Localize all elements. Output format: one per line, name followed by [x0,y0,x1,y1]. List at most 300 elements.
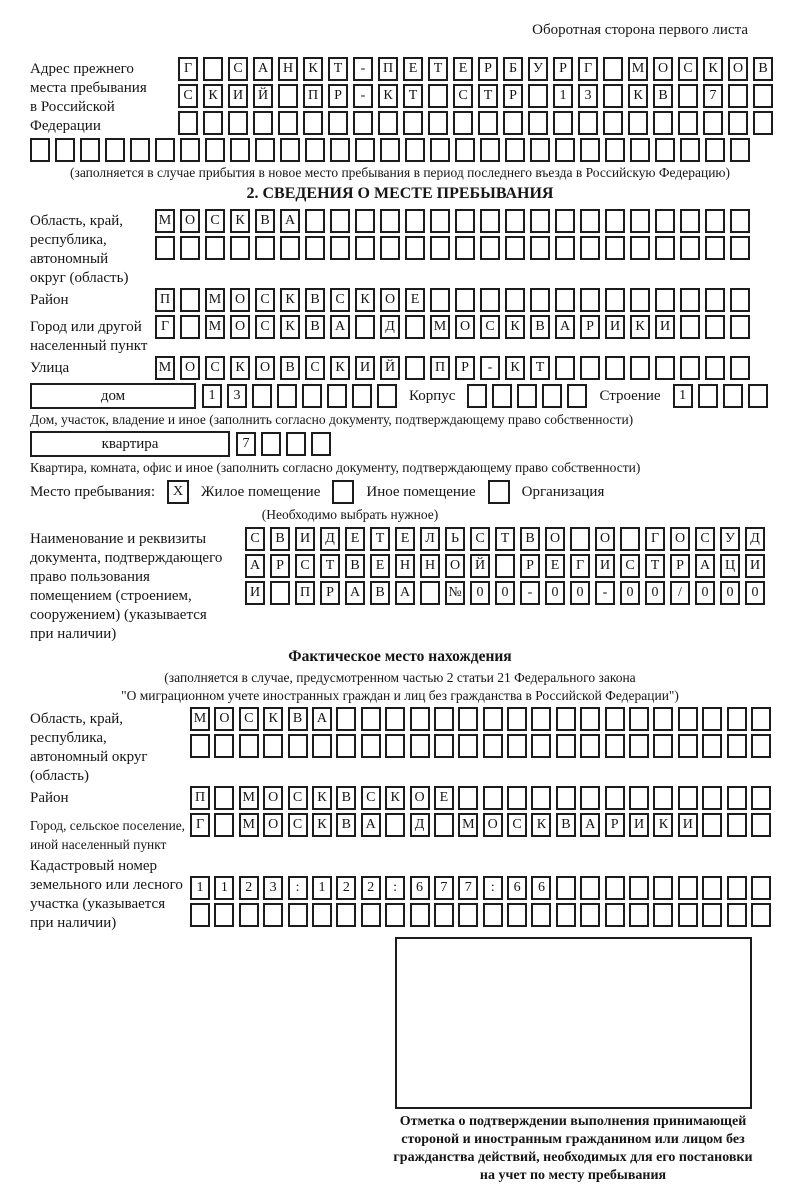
char-box[interactable] [630,236,650,260]
char-box[interactable]: Д [410,813,430,837]
char-box[interactable] [753,84,773,108]
char-box[interactable]: 2 [336,876,356,900]
char-box[interactable] [278,111,298,135]
char-box[interactable] [555,138,575,162]
char-box[interactable]: М [205,315,225,339]
char-box[interactable] [480,288,500,312]
char-box[interactable] [302,384,322,408]
char-box[interactable]: Г [178,57,198,81]
char-box[interactable]: О [214,707,234,731]
char-box[interactable] [278,84,298,108]
char-box[interactable]: А [245,554,265,578]
char-box[interactable] [630,138,650,162]
char-box[interactable]: П [190,786,210,810]
char-box[interactable]: В [270,527,290,551]
char-box[interactable] [380,209,400,233]
char-box[interactable] [751,734,771,758]
char-box[interactable] [702,903,722,927]
char-box[interactable] [403,111,423,135]
char-box[interactable] [630,209,650,233]
char-box[interactable]: О [180,209,200,233]
char-box[interactable] [503,111,523,135]
char-box[interactable] [727,903,747,927]
char-box[interactable] [353,111,373,135]
char-box[interactable] [288,734,308,758]
char-box[interactable] [629,876,649,900]
char-box[interactable] [507,734,527,758]
char-box[interactable] [705,138,725,162]
char-box[interactable] [556,734,576,758]
char-box[interactable]: Й [253,84,273,108]
char-box[interactable]: 1 [190,876,210,900]
char-box[interactable] [385,903,405,927]
char-box[interactable]: Н [278,57,298,81]
char-box[interactable] [680,288,700,312]
char-box[interactable] [702,876,722,900]
char-box[interactable] [214,734,234,758]
char-box[interactable] [629,707,649,731]
char-box[interactable] [680,236,700,260]
char-box[interactable] [453,111,473,135]
char-box[interactable] [531,734,551,758]
char-box[interactable]: П [295,581,315,605]
char-box[interactable] [155,138,175,162]
char-box[interactable]: М [155,209,175,233]
char-box[interactable] [555,236,575,260]
char-box[interactable]: О [728,57,748,81]
char-box[interactable] [530,236,550,260]
char-box[interactable]: 1 [673,384,693,408]
char-box[interactable]: В [753,57,773,81]
char-box[interactable]: А [695,554,715,578]
char-box[interactable]: Д [320,527,340,551]
char-box[interactable] [655,236,675,260]
char-box[interactable] [330,138,350,162]
char-box[interactable] [655,138,675,162]
char-box[interactable]: 1 [202,384,222,408]
char-box[interactable] [605,707,625,731]
char-box[interactable] [30,138,50,162]
char-box[interactable]: 7 [458,876,478,900]
char-box[interactable]: А [312,707,332,731]
char-box[interactable]: А [330,315,350,339]
char-box[interactable] [280,138,300,162]
char-box[interactable] [180,138,200,162]
char-box[interactable]: И [605,315,625,339]
char-box[interactable] [730,236,750,260]
char-box[interactable]: 3 [578,84,598,108]
char-box[interactable] [214,813,234,837]
char-box[interactable]: С [470,527,490,551]
char-box[interactable] [480,209,500,233]
char-box[interactable]: К [505,315,525,339]
char-box[interactable]: - [353,84,373,108]
char-box[interactable] [458,903,478,927]
char-box[interactable] [580,876,600,900]
char-box[interactable] [705,209,725,233]
char-box[interactable] [530,288,550,312]
char-box[interactable]: К [280,315,300,339]
char-box[interactable] [580,356,600,380]
char-box[interactable] [580,707,600,731]
residence-other-checkbox[interactable] [332,480,354,504]
char-box[interactable] [702,813,722,837]
char-box[interactable] [277,384,297,408]
char-box[interactable] [312,903,332,927]
char-box[interactable] [653,707,673,731]
char-box[interactable] [336,734,356,758]
char-box[interactable] [605,209,625,233]
char-box[interactable] [255,138,275,162]
char-box[interactable] [430,236,450,260]
char-box[interactable] [578,111,598,135]
char-box[interactable] [629,786,649,810]
char-box[interactable] [653,903,673,927]
char-box[interactable] [507,903,527,927]
char-box[interactable] [305,209,325,233]
char-box[interactable] [130,138,150,162]
char-box[interactable] [455,138,475,162]
char-box[interactable] [728,84,748,108]
char-box[interactable] [303,111,323,135]
char-box[interactable]: 7 [236,432,256,456]
char-box[interactable] [678,111,698,135]
char-box[interactable]: Т [403,84,423,108]
char-box[interactable] [570,527,590,551]
char-box[interactable]: С [678,57,698,81]
char-box[interactable] [605,903,625,927]
char-box[interactable] [80,138,100,162]
char-box[interactable] [678,786,698,810]
char-box[interactable]: Г [645,527,665,551]
char-box[interactable]: 0 [745,581,765,605]
char-box[interactable]: О [380,288,400,312]
char-box[interactable] [214,786,234,810]
char-box[interactable]: Т [328,57,348,81]
char-box[interactable]: Д [745,527,765,551]
char-box[interactable] [355,315,375,339]
char-box[interactable]: П [430,356,450,380]
char-box[interactable] [483,734,503,758]
char-box[interactable]: Р [455,356,475,380]
char-box[interactable] [203,57,223,81]
char-box[interactable] [178,111,198,135]
char-box[interactable] [603,111,623,135]
char-box[interactable]: Н [420,554,440,578]
char-box[interactable]: Е [453,57,473,81]
char-box[interactable] [723,384,743,408]
char-box[interactable] [478,111,498,135]
char-box[interactable]: 2 [239,876,259,900]
char-box[interactable] [678,876,698,900]
char-box[interactable] [205,138,225,162]
char-box[interactable] [410,707,430,731]
char-box[interactable] [680,209,700,233]
char-box[interactable]: В [280,356,300,380]
char-box[interactable] [705,236,725,260]
char-box[interactable]: 0 [470,581,490,605]
char-box[interactable] [655,209,675,233]
char-box[interactable] [730,315,750,339]
char-box[interactable]: Р [320,581,340,605]
char-box[interactable] [605,288,625,312]
char-box[interactable]: А [580,813,600,837]
char-box[interactable]: К [230,209,250,233]
char-box[interactable] [385,813,405,837]
char-box[interactable]: П [155,288,175,312]
char-box[interactable]: М [155,356,175,380]
char-box[interactable]: 0 [570,581,590,605]
char-box[interactable] [620,527,640,551]
char-box[interactable] [505,209,525,233]
char-box[interactable]: А [395,581,415,605]
char-box[interactable] [480,236,500,260]
char-box[interactable] [530,138,550,162]
char-box[interactable]: П [303,84,323,108]
char-box[interactable]: К [312,786,332,810]
char-box[interactable]: Г [578,57,598,81]
char-box[interactable] [751,786,771,810]
char-box[interactable] [629,734,649,758]
char-box[interactable] [678,903,698,927]
char-box[interactable]: 0 [495,581,515,605]
char-box[interactable]: Т [428,57,448,81]
char-box[interactable]: О [263,786,283,810]
char-box[interactable] [361,903,381,927]
char-box[interactable]: С [288,786,308,810]
char-box[interactable] [730,138,750,162]
char-box[interactable]: К [385,786,405,810]
char-box[interactable]: Ь [445,527,465,551]
char-box[interactable]: М [458,813,478,837]
char-box[interactable] [507,707,527,731]
char-box[interactable] [727,786,747,810]
char-box[interactable] [505,288,525,312]
char-box[interactable]: П [378,57,398,81]
char-box[interactable]: 1 [553,84,573,108]
char-box[interactable]: В [556,813,576,837]
char-box[interactable] [730,356,750,380]
char-box[interactable] [603,57,623,81]
char-box[interactable]: В [653,84,673,108]
char-box[interactable]: К [203,84,223,108]
char-box[interactable]: Т [370,527,390,551]
char-box[interactable]: К [505,356,525,380]
char-box[interactable] [580,138,600,162]
char-box[interactable]: К [630,315,650,339]
char-box[interactable]: В [345,554,365,578]
char-box[interactable]: М [628,57,648,81]
char-box[interactable]: С [330,288,350,312]
char-box[interactable] [405,236,425,260]
char-box[interactable]: К [355,288,375,312]
char-box[interactable] [305,138,325,162]
char-box[interactable]: О [483,813,503,837]
char-box[interactable] [434,707,454,731]
char-box[interactable] [105,138,125,162]
char-box[interactable] [630,356,650,380]
char-box[interactable] [507,786,527,810]
char-box[interactable] [680,315,700,339]
char-box[interactable]: : [288,876,308,900]
char-box[interactable]: В [305,315,325,339]
char-box[interactable]: К [378,84,398,108]
char-box[interactable]: К [263,707,283,731]
char-box[interactable]: Ц [720,554,740,578]
char-box[interactable]: К [653,813,673,837]
char-box[interactable]: Р [270,554,290,578]
char-box[interactable] [467,384,487,408]
char-box[interactable] [458,734,478,758]
char-box[interactable]: 6 [507,876,527,900]
char-box[interactable]: 0 [620,581,640,605]
char-box[interactable]: Е [545,554,565,578]
char-box[interactable] [410,903,430,927]
char-box[interactable] [327,384,347,408]
char-box[interactable] [434,734,454,758]
char-box[interactable] [190,734,210,758]
char-box[interactable]: 3 [227,384,247,408]
char-box[interactable] [653,876,673,900]
char-box[interactable]: И [629,813,649,837]
char-box[interactable] [263,903,283,927]
char-box[interactable]: 1 [214,876,234,900]
char-box[interactable]: К [628,84,648,108]
char-box[interactable]: О [595,527,615,551]
char-box[interactable]: К [280,288,300,312]
char-box[interactable]: Г [570,554,590,578]
char-box[interactable] [530,209,550,233]
char-box[interactable] [330,236,350,260]
residence-dwelling-checkbox[interactable]: X [167,480,189,504]
char-box[interactable]: Л [420,527,440,551]
char-box[interactable]: Р [503,84,523,108]
char-box[interactable]: И [228,84,248,108]
char-box[interactable] [378,111,398,135]
char-box[interactable]: 0 [695,581,715,605]
char-box[interactable] [728,111,748,135]
char-box[interactable]: С [507,813,527,837]
char-box[interactable]: М [190,707,210,731]
char-box[interactable] [705,315,725,339]
char-box[interactable]: Г [155,315,175,339]
char-box[interactable]: Е [395,527,415,551]
char-box[interactable]: О [255,356,275,380]
char-box[interactable] [180,315,200,339]
char-box[interactable] [352,384,372,408]
char-box[interactable] [580,236,600,260]
char-box[interactable]: Е [370,554,390,578]
char-box[interactable]: С [620,554,640,578]
char-box[interactable] [205,236,225,260]
char-box[interactable] [361,707,381,731]
char-box[interactable] [428,111,448,135]
char-box[interactable] [628,111,648,135]
char-box[interactable] [678,734,698,758]
char-box[interactable] [380,138,400,162]
char-box[interactable] [239,734,259,758]
char-box[interactable]: С [205,356,225,380]
char-box[interactable] [698,384,718,408]
char-box[interactable]: - [520,581,540,605]
char-box[interactable]: С [453,84,473,108]
char-box[interactable] [605,786,625,810]
char-box[interactable]: А [345,581,365,605]
char-box[interactable]: Н [395,554,415,578]
char-box[interactable] [355,209,375,233]
char-box[interactable] [751,707,771,731]
char-box[interactable] [751,876,771,900]
char-box[interactable]: 1 [312,876,332,900]
char-box[interactable] [286,432,306,456]
char-box[interactable]: К [330,356,350,380]
char-box[interactable] [528,84,548,108]
char-box[interactable] [730,288,750,312]
char-box[interactable]: М [205,288,225,312]
char-box[interactable] [705,288,725,312]
char-box[interactable] [483,707,503,731]
char-box[interactable]: К [703,57,723,81]
char-box[interactable]: С [695,527,715,551]
char-box[interactable]: Д [380,315,400,339]
char-box[interactable] [730,209,750,233]
char-box[interactable] [555,209,575,233]
char-box[interactable] [180,236,200,260]
char-box[interactable] [653,111,673,135]
char-box[interactable] [288,903,308,927]
char-box[interactable] [328,111,348,135]
char-box[interactable]: Е [345,527,365,551]
char-box[interactable] [605,876,625,900]
char-box[interactable]: Т [645,554,665,578]
char-box[interactable] [678,707,698,731]
char-box[interactable]: Т [320,554,340,578]
char-box[interactable] [629,903,649,927]
char-box[interactable]: 6 [410,876,430,900]
char-box[interactable] [727,734,747,758]
char-box[interactable]: К [230,356,250,380]
char-box[interactable]: Й [380,356,400,380]
char-box[interactable] [605,734,625,758]
char-box[interactable] [336,707,356,731]
char-box[interactable] [580,903,600,927]
char-box[interactable] [311,432,331,456]
char-box[interactable] [305,236,325,260]
char-box[interactable] [253,111,273,135]
char-box[interactable] [434,903,454,927]
char-box[interactable]: : [385,876,405,900]
char-box[interactable] [495,554,515,578]
char-box[interactable]: В [255,209,275,233]
char-box[interactable] [430,288,450,312]
char-box[interactable]: У [528,57,548,81]
char-box[interactable]: - [353,57,373,81]
char-box[interactable]: С [305,356,325,380]
char-box[interactable]: С [245,527,265,551]
char-box[interactable] [556,786,576,810]
char-box[interactable] [405,138,425,162]
char-box[interactable] [630,288,650,312]
char-box[interactable] [214,903,234,927]
char-box[interactable]: Р [605,813,625,837]
char-box[interactable] [330,209,350,233]
char-box[interactable] [680,356,700,380]
char-box[interactable]: В [288,707,308,731]
char-box[interactable]: С [295,554,315,578]
char-box[interactable]: 2 [361,876,381,900]
char-box[interactable]: М [430,315,450,339]
char-box[interactable] [580,734,600,758]
